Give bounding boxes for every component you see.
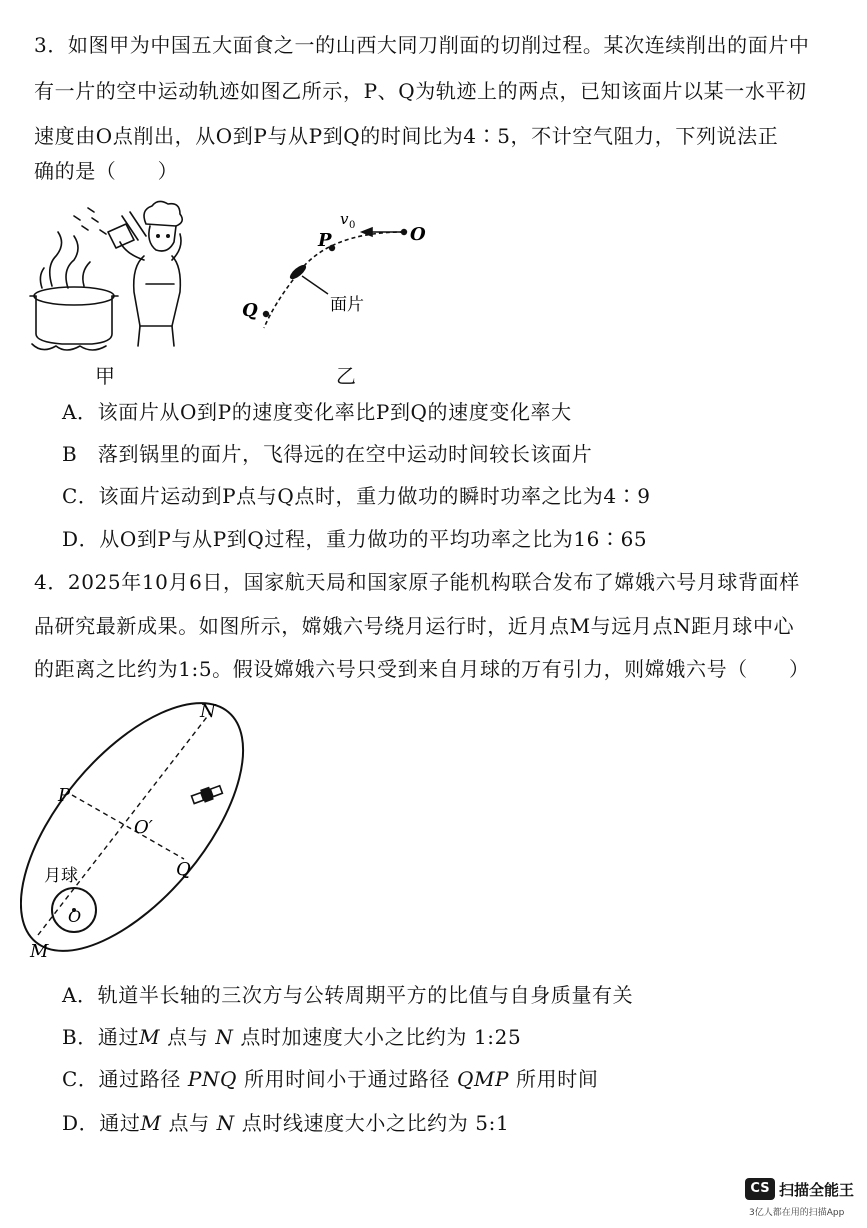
option-text: 通过路径 xyxy=(98,1067,188,1091)
watermark-tagline: 3亿人都在用的扫描App xyxy=(749,1208,845,1218)
option-variable: N xyxy=(216,1111,235,1135)
q3-stem-line-1: 3．如图甲为中国五大面食之一的山西大同刀削面的切削过程。某次连续削出的面片中 xyxy=(34,33,810,57)
option-text: 轨道半长轴的三次方与公转周期平方的比值与自身质量有关 xyxy=(97,983,634,1007)
q4-stem-line-1: 4．2025年10月6日，国家航天局和国家原子能机构联合发布了嫦娥六号月球背面样 xyxy=(34,570,800,594)
option-variable: QMP xyxy=(456,1067,510,1091)
scanner-watermark xyxy=(745,1178,855,1222)
option-text: 点与 xyxy=(161,1111,217,1135)
label-q: Q xyxy=(242,300,258,321)
option-text: 所用时间 xyxy=(509,1067,599,1091)
q3-stem-line-2: 有一片的空中运动轨迹如图乙所示，P、Q为轨迹上的两点，已知该面片以某一水平初 xyxy=(34,79,807,103)
option-text: 点时线速度大小之比约为 5:1 xyxy=(234,1111,510,1135)
label-p-orbit: P xyxy=(58,785,71,806)
option-variable: M xyxy=(140,1111,162,1135)
label-v0-subscript: 0 xyxy=(349,220,356,231)
watermark-app-name: 扫描全能王 xyxy=(779,1181,855,1199)
label-p: P xyxy=(318,230,332,251)
point-o xyxy=(401,229,407,235)
option-text: 点与 xyxy=(160,1025,216,1049)
label-o: O xyxy=(410,224,426,245)
q3-option-a[interactable]: A．该面片从O到P的速度变化率比P到Q的速度变化率大 xyxy=(62,400,572,424)
label-o-prime: O′ xyxy=(134,817,153,838)
q3-option-c[interactable]: C．该面片运动到P点与Q点时，重力做功的瞬时功率之比为4∶9 xyxy=(62,484,651,508)
label-noodle: 面片 xyxy=(330,295,364,315)
label-v0: v xyxy=(340,210,349,228)
q4-figure-orbit xyxy=(20,695,280,965)
option-variable: N xyxy=(215,1025,234,1049)
point-q xyxy=(263,311,269,317)
option-text: 通过 xyxy=(97,1025,140,1049)
option-prefix: D． xyxy=(62,1111,100,1135)
velocity-arrowhead xyxy=(362,228,372,236)
option-prefix: A． xyxy=(62,983,98,1007)
q4-stem-line-2: 品研究最新成果。如图所示，嫦娥六号绕月运行时，近月点M与远月点N距月球中心 xyxy=(34,614,795,638)
q3-option-b[interactable]: B 落到锅里的面片，飞得远的在空中运动时间较长该面片 xyxy=(62,442,593,466)
option-variable: PNQ xyxy=(187,1067,238,1091)
label-q-orbit: Q xyxy=(176,859,191,880)
option-prefix: C． xyxy=(62,1067,99,1091)
q3-option-d[interactable]: D．从O到P与从P到Q过程，重力做功的平均功率之比为16∶65 xyxy=(62,527,648,551)
q3-figure-trajectory xyxy=(236,204,436,344)
camscanner-logo-icon: CS xyxy=(745,1178,775,1200)
q3-caption-jia: 甲 xyxy=(95,364,115,388)
q3-caption-yi: 乙 xyxy=(336,364,356,388)
label-moon: 月球 xyxy=(44,866,78,886)
option-text: 通过 xyxy=(99,1111,141,1135)
label-o-moon: O xyxy=(68,907,82,926)
q3-figure-chef xyxy=(22,196,202,356)
q4-option-d[interactable] xyxy=(62,1109,509,1137)
option-variable: M xyxy=(139,1025,161,1049)
q4-option-c[interactable] xyxy=(62,1065,598,1093)
q3-stem-line-4: 确的是（ ） xyxy=(34,159,179,183)
label-m: M xyxy=(30,941,49,962)
option-prefix: B． xyxy=(62,1025,98,1049)
q4-option-b[interactable] xyxy=(62,1023,521,1051)
q4-stem-line-3: 的距离之比约为1:5。假设嫦娥六号只受到来自月球的万有引力，则嫦娥六号（ ） xyxy=(34,657,810,681)
q4-option-a[interactable] xyxy=(62,981,633,1009)
satellite-icon xyxy=(191,784,223,806)
q3-stem-line-3: 速度由O点削出，从O到P与从P到Q的时间比为4∶5，不计空气阻力，下列说法正 xyxy=(34,124,779,148)
option-text: 所用时间小于通过路径 xyxy=(237,1067,457,1091)
label-n: N xyxy=(200,701,216,722)
option-text: 点时加速度大小之比约为 1:25 xyxy=(233,1025,522,1049)
